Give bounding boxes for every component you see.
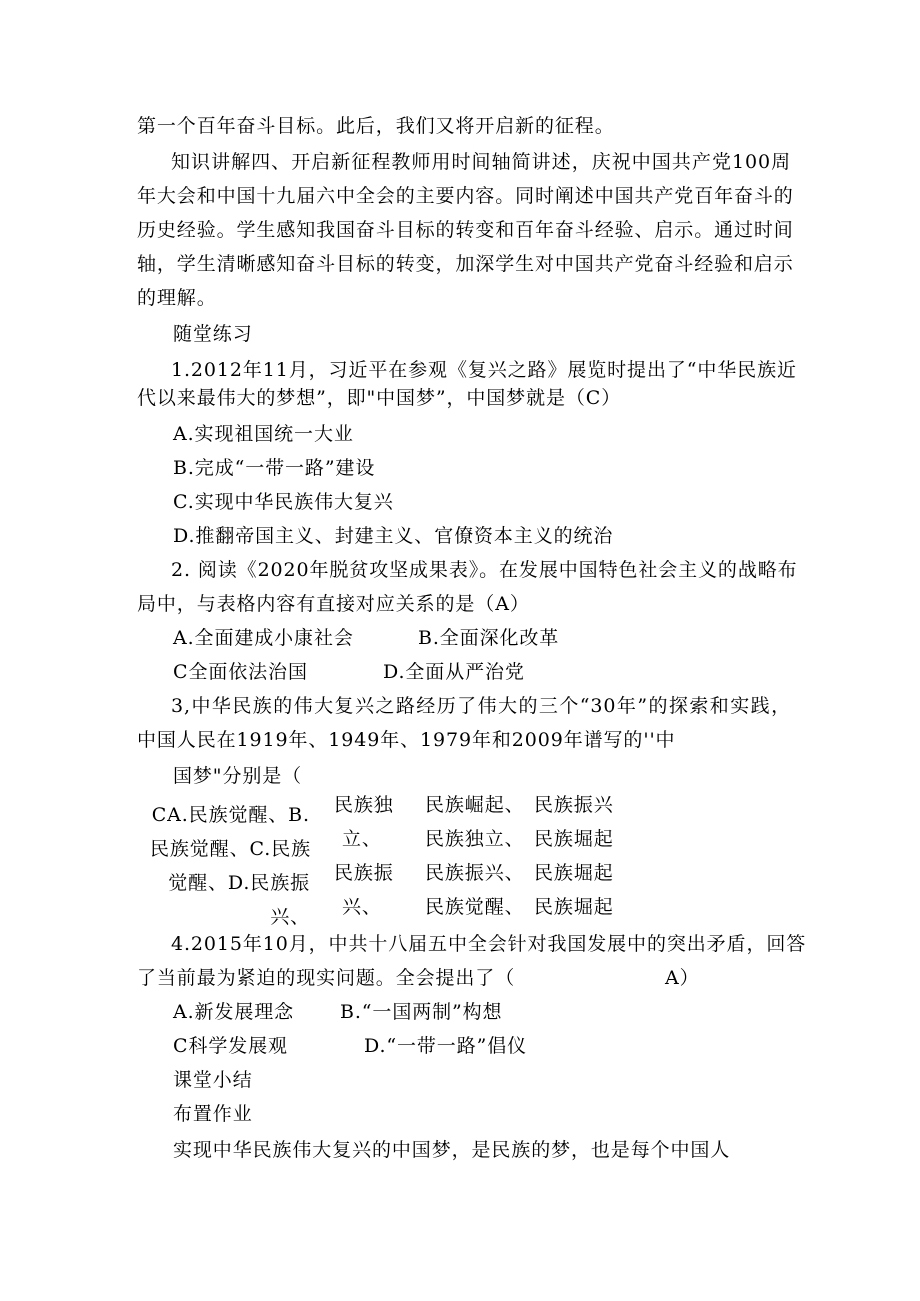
- question-2-stem: 2. 阅读《2020年脱贫攻坚成果表》。在发展中国特色社会主义的战略布: [171, 559, 798, 581]
- question-3-stem: 3,中华民族的伟大复兴之路经历了伟大的三个“30年”的探索和实践，: [171, 695, 791, 717]
- option-d: D.推翻帝国主义、封建主义、官僚资本主义的统治: [173, 525, 614, 547]
- options-cell: CA.民族觉醒、B.: [151, 804, 310, 826]
- options-cell: 民族独立、: [425, 828, 525, 850]
- question-3-stem: 中国人民在1919年、1949年、1979年和2009年谱写的''中: [137, 729, 676, 751]
- text-line: 知识讲解四、开启新征程教师用时间轴简讲述，庆祝中国共产党100周: [171, 151, 791, 173]
- question-1-stem: 1.2012年11月，习近平在参观《复兴之路》展览时提出了“中华民族近: [171, 359, 797, 381]
- options-cell: 立、: [342, 828, 382, 850]
- options-cell: 兴、: [342, 896, 382, 918]
- question-1-stem: 代以来最伟大的梦想”，即"中国梦”，中国梦就是（C）: [137, 387, 622, 409]
- option-d: D.“一带一路”倡仪: [364, 1035, 528, 1057]
- question-3-options-col2: [334, 788, 394, 924]
- options-cell: 民族觉醒、C.民族: [150, 838, 312, 860]
- text-line: 历史经验。学生感知我国奋斗目标的转变和百年奋斗经验、启示。通过时间: [137, 219, 794, 241]
- options-cell: 民族振兴: [534, 794, 614, 816]
- question-2-stem: 局中，与表格内容有直接对应关系的是（A）: [137, 593, 530, 615]
- option-b: B.完成“一带一路”建设: [173, 457, 376, 479]
- options-cell: 民族振: [334, 862, 394, 884]
- option-a: A.全面建成小康社会: [173, 627, 354, 649]
- option-b: B.全面深化改革: [418, 627, 560, 649]
- option-c: C科学发展观: [173, 1035, 288, 1057]
- options-cell: 民族堀起: [534, 828, 614, 850]
- text-line: 轴，学生清晰感知奋斗目标的转变，加深学生对中国共产党奋斗经验和启示: [137, 253, 794, 275]
- options-cell: 民族振兴、: [425, 862, 525, 884]
- text-line: 实现中华民族伟大复兴的中国梦，是民族的梦，也是每个中国人: [173, 1139, 731, 1161]
- options-cell: 民族堀起: [534, 862, 614, 884]
- question-4-stem: 4.2015年10月，中共十八届五中全会针对我国发展中的突出矛盾，回答: [171, 933, 807, 955]
- option-a: A.新发展理念: [173, 1001, 295, 1023]
- options-cell: 民族独: [334, 794, 394, 816]
- options-cell: 民族堀起: [534, 896, 614, 918]
- section-heading: 课堂小结: [173, 1069, 253, 1091]
- question-3-options-col3: [425, 788, 525, 924]
- text-line: 的理解。: [137, 287, 217, 309]
- options-cell: 觉醒、D.民族振: [168, 872, 310, 894]
- options-cell: 民族崛起、: [425, 794, 525, 816]
- question-4-answer: A）: [665, 967, 700, 989]
- text-line: 第一个百年奋斗目标。此后，我们又将开启新的征程。: [137, 115, 615, 137]
- option-b: B.“一国两制”构想: [340, 1001, 503, 1023]
- option-c: C全面依法治国: [173, 661, 308, 683]
- question-3-options-col4: [534, 788, 614, 924]
- option-d: D.全面从严治党: [383, 661, 525, 683]
- question-3-stem: 国梦"分别是（: [173, 765, 303, 787]
- option-a: A.实现祖国统一大业: [173, 423, 354, 445]
- options-cell: 民族觉醒、: [425, 896, 525, 918]
- section-heading: 随堂练习: [173, 323, 253, 345]
- section-heading: 布置作业: [173, 1103, 253, 1125]
- question-3-options-col1: [150, 798, 310, 934]
- text-line: 年大会和中国十九届六中全会的主要内容。同时阐述中国共产党百年奋斗的: [137, 185, 794, 207]
- option-c: C.实现中华民族伟大复兴: [173, 491, 394, 513]
- options-cell: 兴、: [270, 906, 310, 928]
- question-4-stem: 了当前最为紧迫的现实问题。全会提出了（: [137, 967, 516, 989]
